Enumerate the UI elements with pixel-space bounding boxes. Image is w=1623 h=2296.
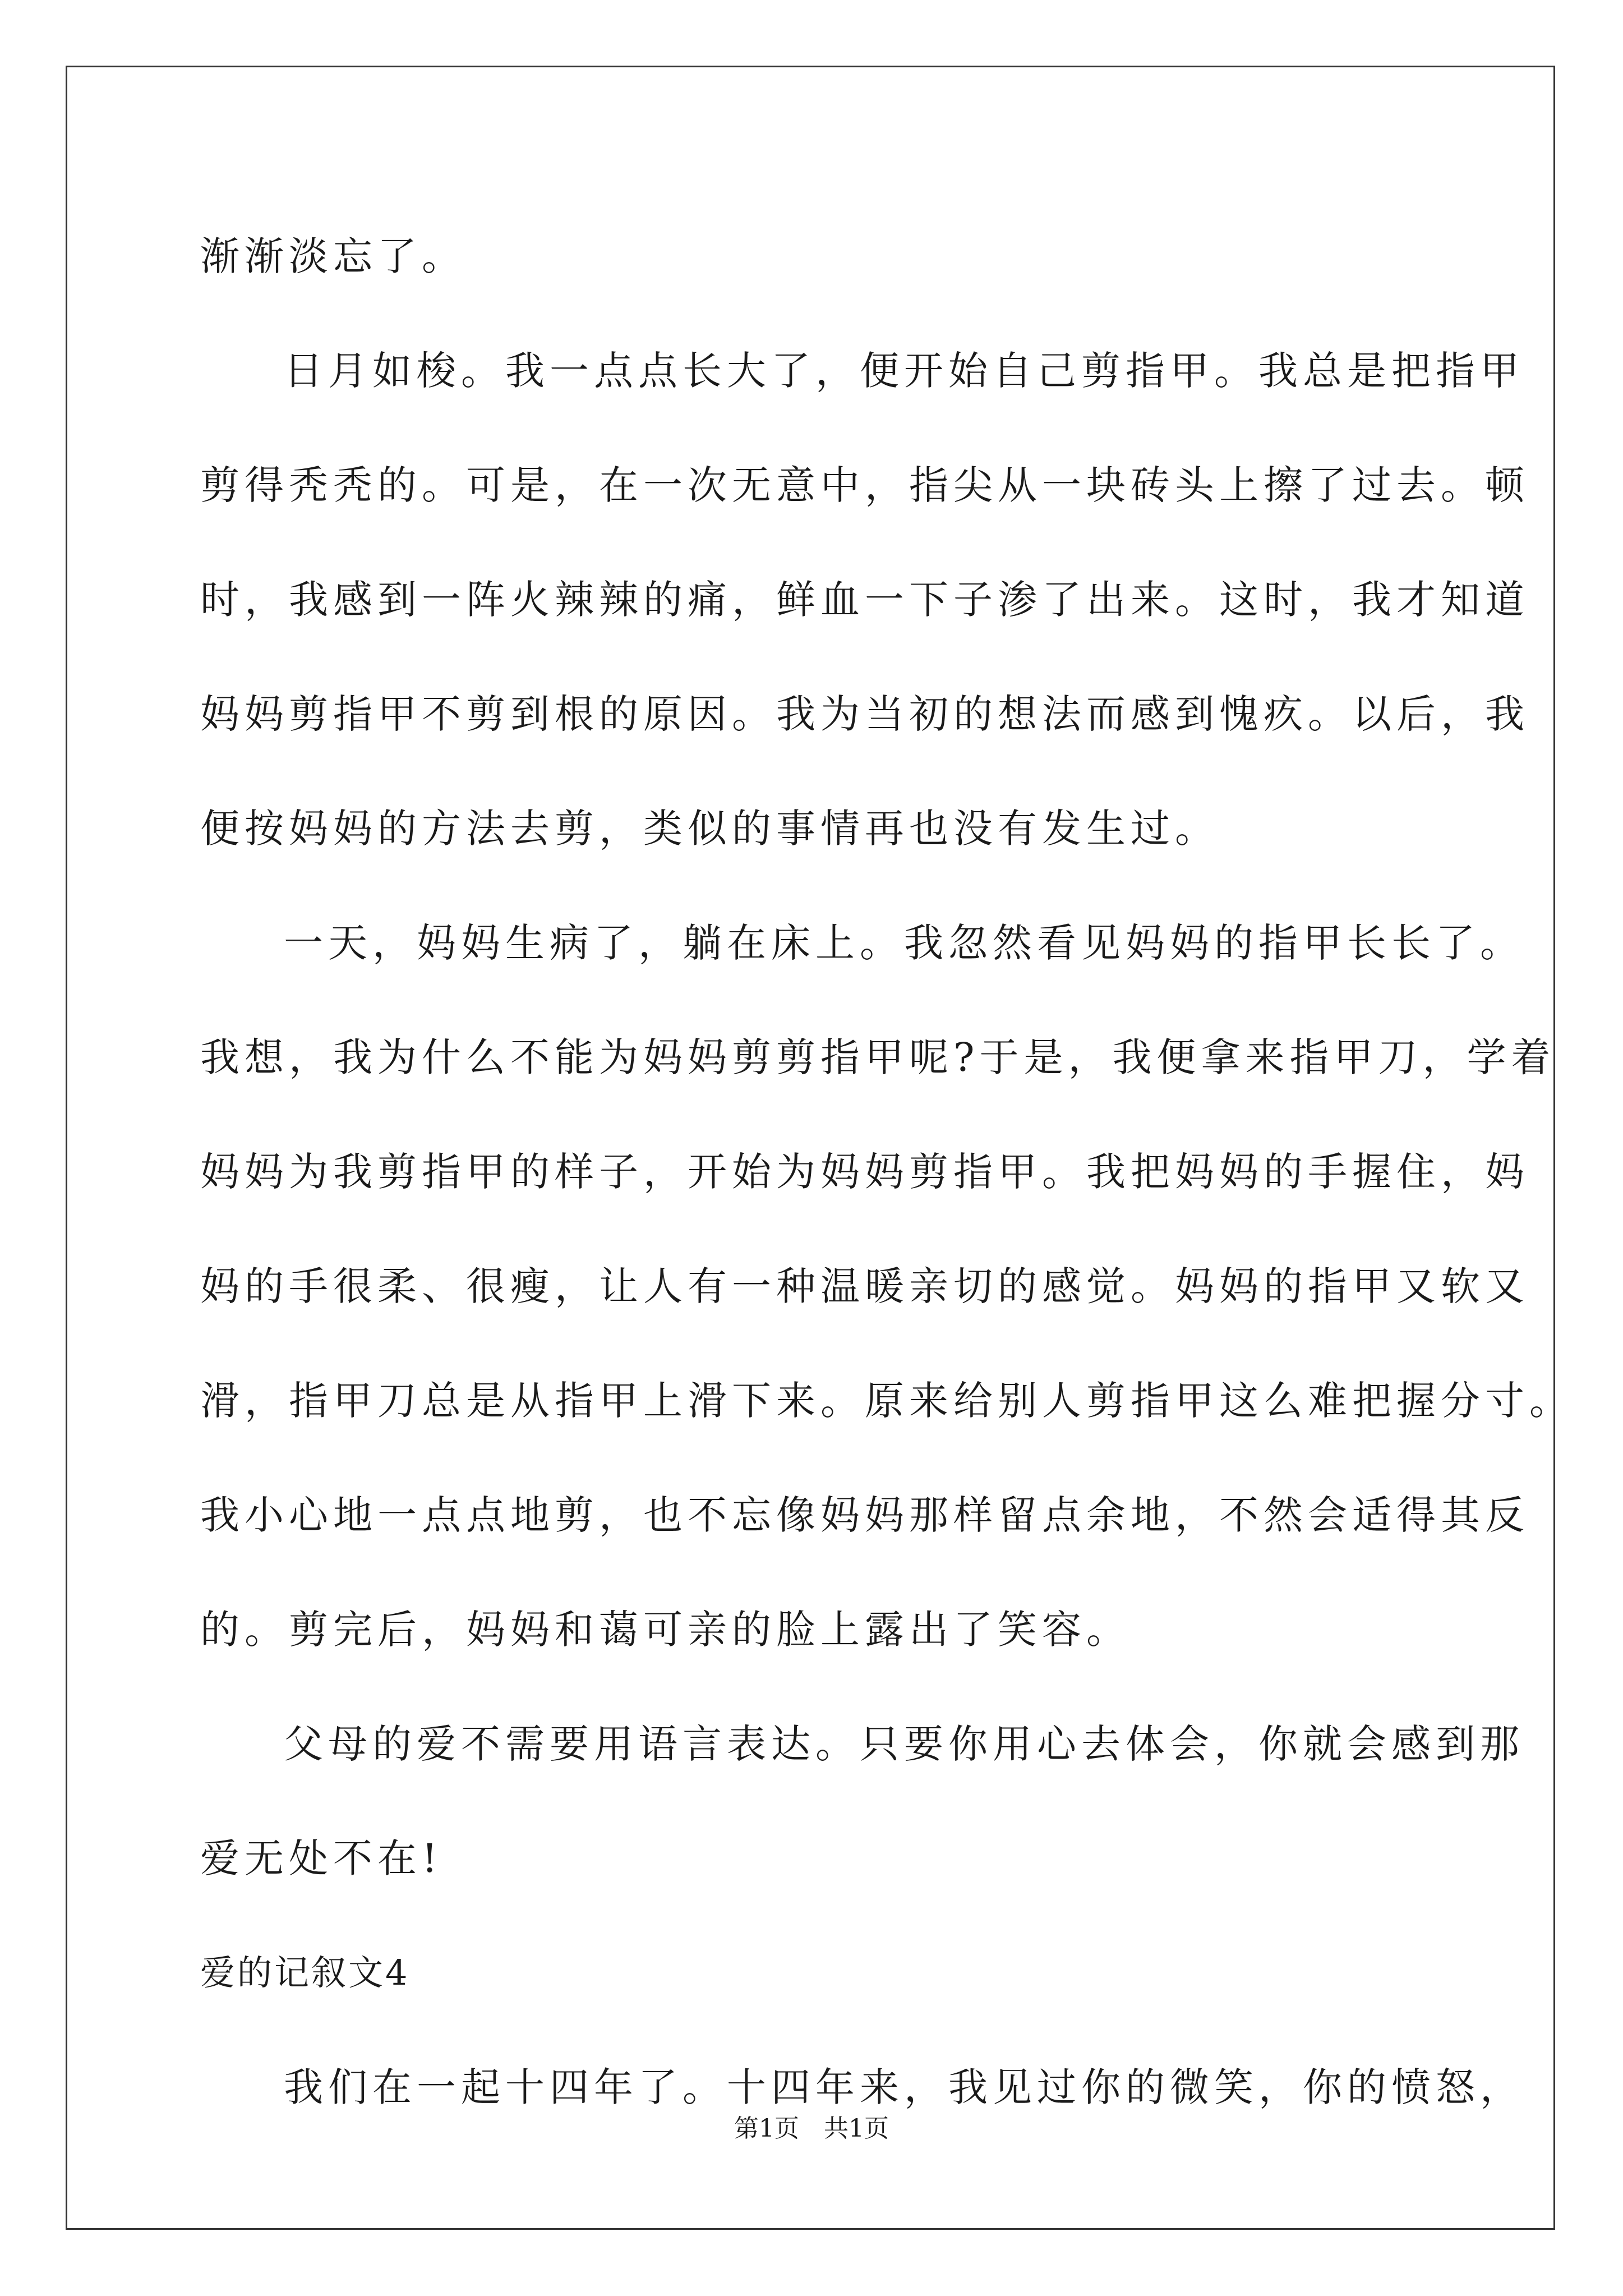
text-line: 妈妈为我剪指甲的样子，开始为妈妈剪指甲。我把妈妈的手握住，妈 <box>200 1149 1529 1195</box>
page-number-footer: 第1页 共1页 <box>734 2114 889 2143</box>
text-line: 我小心地一点点地剪，也不忘像妈妈那样留点余地，不然会适得其反 <box>200 1492 1529 1538</box>
text-line: 渐渐淡忘了。 <box>200 233 466 279</box>
paragraph-start-line: 日月如梭。我一点点长大了，便开始自己剪指甲。我总是把指甲 <box>284 348 1524 394</box>
text-line: 的。剪完后，妈妈和蔼可亲的脸上露出了笑容。 <box>200 1607 1131 1653</box>
paragraph-start-line: 我们在一起十四年了。十四年来，我见过你的微笑，你的愤怒， <box>284 2064 1524 2110</box>
text-line: 妈的手很柔、很瘦，让人有一种温暖亲切的感觉。妈妈的指甲又软又 <box>200 1263 1529 1309</box>
text-line: 爱无处不在! <box>200 1835 443 1881</box>
text-line: 妈妈剪指甲不剪到根的原因。我为当初的想法而感到愧疚。以后，我 <box>200 691 1529 737</box>
text-line: 我想，我为什么不能为妈妈剪剪指甲呢?于是，我便拿来指甲刀，学着 <box>200 1034 1556 1080</box>
text-line: 时，我感到一阵火辣辣的痛，鲜血一下子渗了出来。这时，我才知道 <box>200 577 1529 623</box>
document-body <box>200 199 1574 2145</box>
paragraph-start-line: 父母的爱不需要用语言表达。只要你用心去体会，你就会感到那 <box>284 1721 1524 1767</box>
text-line: 滑，指甲刀总是从指甲上滑下来。原来给别人剪指甲这么难把握分寸。 <box>200 1378 1574 1424</box>
paragraph-start-line: 一天，妈妈生病了，躺在床上。我忽然看见妈妈的指甲长长了。 <box>284 920 1524 966</box>
text-line: 便按妈妈的方法去剪，类似的事情再也没有发生过。 <box>200 806 1219 852</box>
section-heading: 爱的记叙文4 <box>200 1952 410 1993</box>
text-line: 剪得秃秃的。可是，在一次无意中，指尖从一块砖头上擦了过去。顿 <box>200 462 1529 508</box>
